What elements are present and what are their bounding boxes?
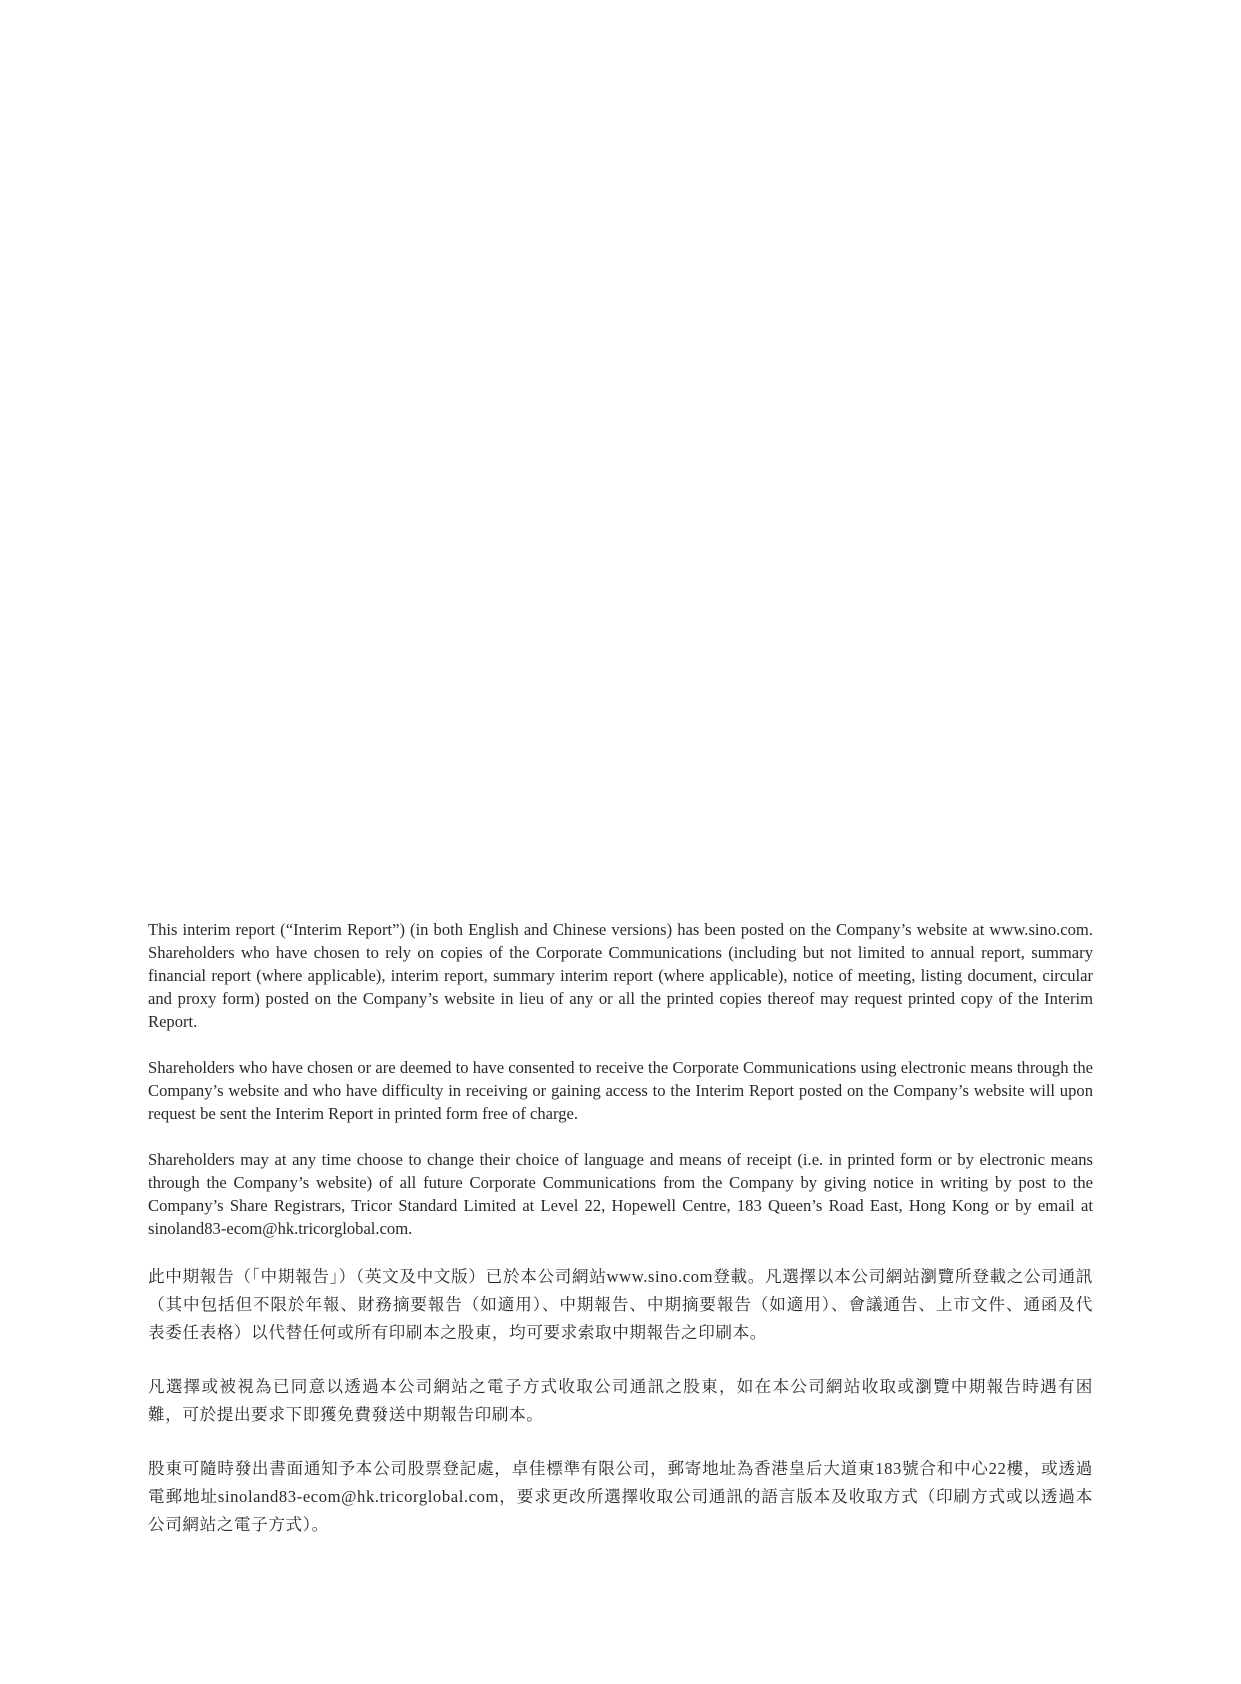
english-paragraph-change-choice: Shareholders may at any time choose to change their choice of language and means of receipt (i.e. in printed form or by electronic means through the Company’s website) of all future Corporate Communications from the Company by giving notice in writing by post to the Company’s Share Registrars, Tricor Standard Limited at Level 22, Hopewell Centre, 183 Queen’s Road East, Hong Kong or by email at sinoland83-ecom@hk.tricorglobal.com.	[148, 1150, 1093, 1238]
english-paragraph-free-printed-copy: Shareholders who have chosen or are deemed to have consented to receive the Corporate Communications using electronic means through the Company’s website and who have difficulty in receiving or gaining access to the Interim Report posted on the Company’s website will upon request be sent the Interim Report in printed form free of charge.	[148, 1058, 1093, 1123]
chinese-paragraph-interim-report-posted: 此中期報告（「中期報告」）（英文及中文版）已於本公司網站www.sino.com登載。凡選擇以本公司網站瀏覽所登載之公司通訊（其中包括但不限於年報、財務摘要報告（如適用）、中期報告、中期摘要報告（如適用）、會議通告、上市文件、通函及代表委任表格）以代替任何或所有印刷本之股東，均可要求索取中期報告之印刷本。	[148, 1267, 1093, 1342]
chinese-paragraph-change-choice: 股東可隨時發出書面通知予本公司股票登記處，卓佳標準有限公司，郵寄地址為香港皇后大道東183號合和中心22樓，或透過電郵地址sinoland83-ecom@hk.tricorglobal.com，要求更改所選擇收取公司通訊的語言版本及收取方式（印刷方式或以透過本公司網站之電子方式）。	[148, 1459, 1093, 1534]
english-paragraph-interim-report-posted: This interim report (“Interim Report”) (in both English and Chinese versions) has been posted on the Company’s website at www.sino.com. Shareholders who have chosen to rely on copies of the Corporate Communications (including but not limited to annual report, summary financial report (where applicable), interim report, summary interim report (where applicable), notice of meeting, listing document, circular and proxy form) posted on the Company’s website in lieu of any or all the printed copies thereof may request printed copy of the Interim Report.	[148, 920, 1093, 1031]
chinese-paragraph-free-printed-copy: 凡選擇或被視為已同意以透過本公司網站之電子方式收取公司通訊之股東，如在本公司網站收取或瀏覽中期報告時遇有困難，可於提出要求下即獲免費發送中期報告印刷本。	[148, 1377, 1093, 1424]
corporate-communications-notice	[148, 918, 1093, 1565]
